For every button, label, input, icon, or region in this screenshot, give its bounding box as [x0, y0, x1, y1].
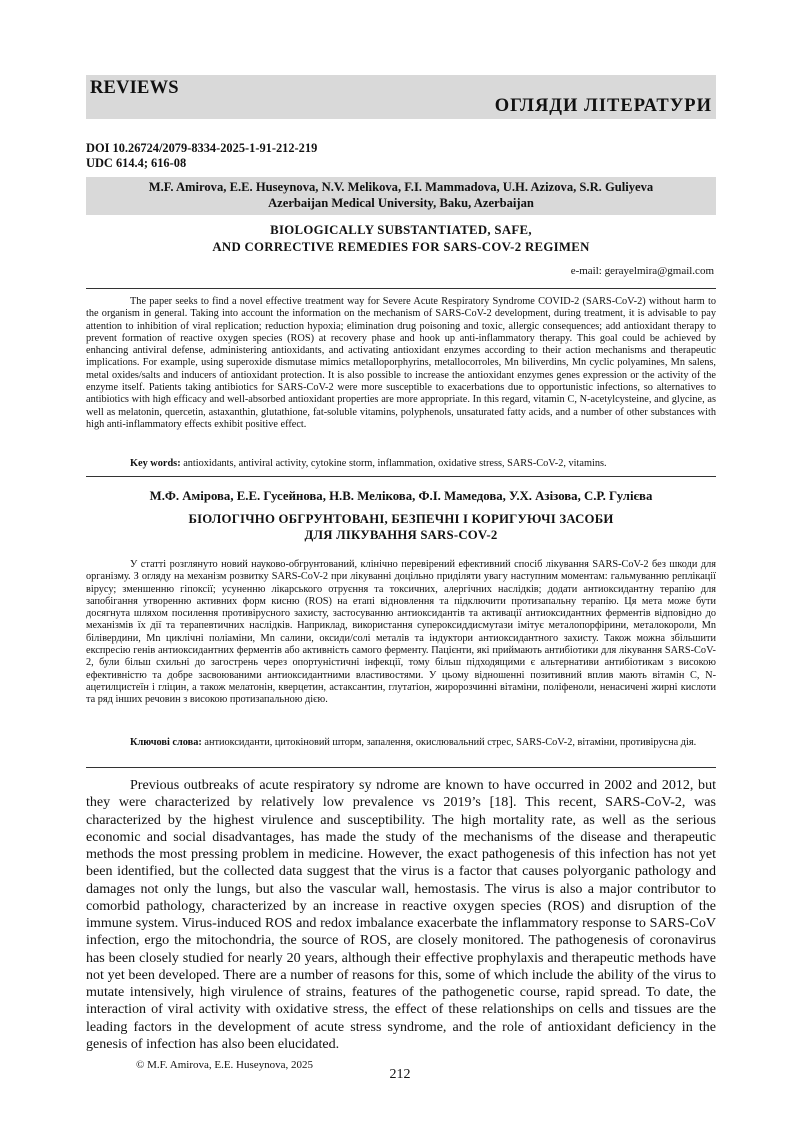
doi: DOI 10.26724/2079-8334-2025-1-91-212-219 [86, 141, 318, 155]
affiliation-en: Azerbaijan Medical University, Baku, Azerbaijan [268, 196, 534, 210]
divider [86, 288, 716, 289]
keywords-en [86, 458, 716, 470]
abstract-en: The paper seeks to find a novel effective treatment way for Severe Acute Respiratory Syndrome COVID-2 (SARS-CoV-2) without harm to the organism in general. Taking into account the information on the mechanism of SARS-CoV-2 development, during treatment, it is advisable to pay attention to inhibition of viral replication; reduction hypoxia; elimination drug poisoning and toxic, allergic consequences; add antioxidant therapy to prevent formation of reactive oxygen species (ROS) at recovery phase and hook up anti-inflammatory therapy. This goal could be achieved by enhancing antiviral defense, administering antioxidants, and activating antioxidant enzymes according to their action mechanisms and therapeutic implications. For example, using superoxide dismutase mimics metalloporphyrins, metallocorroles, Mn biliverdins, Mn cyclic polyamines, Mn salens, metal oxides/salts and inducers of antioxidant protection. It is also possible to increase the antioxidant enzymes genes expression or the activity of the enzyme itself. Patients taking antibiotics for SARS-CoV-2 were more susceptible to exacerbations due to opportunistic infections, so alternatives to antibiotics with high efficacy and well-absorbed antioxidant properties are more appropriate. In this regard, vitamin C, N-acetylcysteine, and glycine, as well as melatonin, quercetin, astaxanthin, glutathione, fat-soluble vitamins, polyphenols, unsaturated fatty acids, and a number of other substances with high anti-inflammatory effects exhibit positive effect. [86, 296, 716, 430]
contact-email: e-mail: gerayelmira@gmail.com [570, 265, 714, 277]
section-title-ua: ОГЛЯДИ ЛІТЕРАТУРИ [494, 96, 712, 116]
title-ua-line-2: ДЛЯ ЛІКУВАННЯ SARS-COV-2 [304, 528, 498, 542]
title-en-line-2: AND CORRECTIVE REMEDIES FOR SARS-COV-2 REGIMEN [212, 239, 590, 254]
copyright-notice: © M.F. Amirova, E.E. Huseynova, 2025 [136, 1059, 314, 1071]
article-title-en [86, 222, 716, 255]
article-title-ua [86, 511, 716, 543]
page-number: 212 [389, 1067, 411, 1082]
keywords-ua-text: антиоксиданти, цитокіновий шторм, запалення, окислювальний стрес, SARS-CoV-2, вітаміни, противірусна дія. [201, 737, 697, 748]
authors-band-en [86, 177, 716, 215]
divider [86, 767, 716, 768]
abstract-ua: У статті розглянуто новий науково-обгрунтований, клінічно перевірений ефективний спосіб лікування SARS-CoV-2 без шкоди для організму. З огляду на механізм розвитку SARS-CoV-2 при лікуванні доцільно приділяти увагу наступним моментам: гальмуванню реплікації вірусу; зменшенню гіпоксії; усуненню лікарського отруєння та токсичних, алергічних наслідків; додати антиоксидантну терапію для запобігання утворенню активних форм кисню (ROS) на етапі відновлення та підключити протизапальну терапію. Ця мета може бути досягнута шляхом посилення противірусного захисту, застосуванню антиоксидантів та активації антиоксидантних ферментів відповідно до механізмів їх дії та терапевтичних наслідків. Наприклад, використання супероксиддисмутази імітує металопорфірини, металокороли, Mn білівердини, Mn циклічні поліаміни, Mn салини, оксиди/солі металів та індуктори антиоксидантного захисту. Також можна збільшити експресію генів антиоксидантних ферментів або активність самого ферменту. Пацієнти, які приймають антибіотики для лікування SARS-CoV-2, були більш схильні до загострень через опортуністичні інфекції, тому більш підходящими є альтернативи антибіотикам з високою ефективністю та добре засвоюваними антиоксидантними властивостями. У цьому відношенні позитивний вплив мають вітамін С, N-ацетилцистеїн і гліцин, а також мелатонін, кверцетин, астаксантин, глутатіон, жиророзчинні вітаміни, поліфеноли, ненасичені жирні кислоти та ряд інших речовин з високою протизапальною дією. [86, 559, 716, 706]
article-identifiers [86, 141, 317, 170]
authors-en: M.F. Amirova, E.E. Huseynova, N.V. Melikova, F.I. Mammadova, U.H. Azizova, S.R. Guliyeva [148, 180, 654, 194]
section-title-en: REVIEWS [90, 78, 179, 98]
divider [86, 476, 716, 477]
udc: UDC 614.4; 616-08 [86, 155, 187, 170]
title-en-line-1: BIOLOGICALLY SUBSTANTIATED, SAFE, [270, 223, 532, 237]
keywords-ua-label: Ключові слова: [130, 737, 202, 748]
authors-ua: М.Ф. Амірова, Е.Е. Гусейнова, Н.В. Мелікова, Ф.І. Мамедова, У.Х. Азізова, С.Р. Гулієва [149, 489, 653, 503]
keywords-en-label: Key words: [130, 458, 181, 469]
title-ua-line-1: БІОЛОГІЧНО ОБГРУНТОВАНІ, БЕЗПЕЧНІ І КОРИГУЮЧІ ЗАСОБИ [188, 512, 614, 526]
body-paragraph: Previous outbreaks of acute respiratory sy ndrome are known to have occurred in 2002 and 2012, but they were characterized by relatively low prevalence vs 2019’s [18]. This recent, SARS-CoV-2, was characterized by the highest virulence and susceptibility. The high mortality rate, as well as the serious economic and social disadvantages, has made the study of the mechanisms of the disease and therapeutic methods the most pressing problem in medicine. However, the exact pathogenesis of this infection has not yet been identified, but the collected data suggest that the virus is a factor that causes polyorganic pathology and damages not only the lungs, but also the vascular wall, hemostasis. The virus is also a major contributor to comorbid pathology, characterized by an increase in reactive oxygen species (ROS) and disruption of the immune system. Virus-induced ROS and redox imbalance exacerbate the inflammatory response to SARS-CoV infection, ergo the mitochondria, the source of ROS, are closely monitored. The pathogenesis of coronavirus has been closely studied for nearly 20 years, although their effective prophylaxis and therapeutic methods have not yet been developed. There are a number of reasons for this, some of which include the ability of the virus to mutate intensively, high virulence of strains, features of the pathogenetic course, rapid spread. To date, the interaction of viral activity with oxidative stress, the effect of these relationships on cells and tissues are the leading factors in the development of acute stress syndrome, and the role of antioxidant deficiency in the genesis of infection has also been elucidated. [86, 777, 716, 1052]
section-header-band [86, 75, 716, 119]
keywords-en-text: antioxidants, antiviral activity, cytokine storm, inflammation, oxidative stress, SARS-CoV-2, vitamins. [180, 458, 607, 469]
keywords-ua [86, 737, 716, 749]
